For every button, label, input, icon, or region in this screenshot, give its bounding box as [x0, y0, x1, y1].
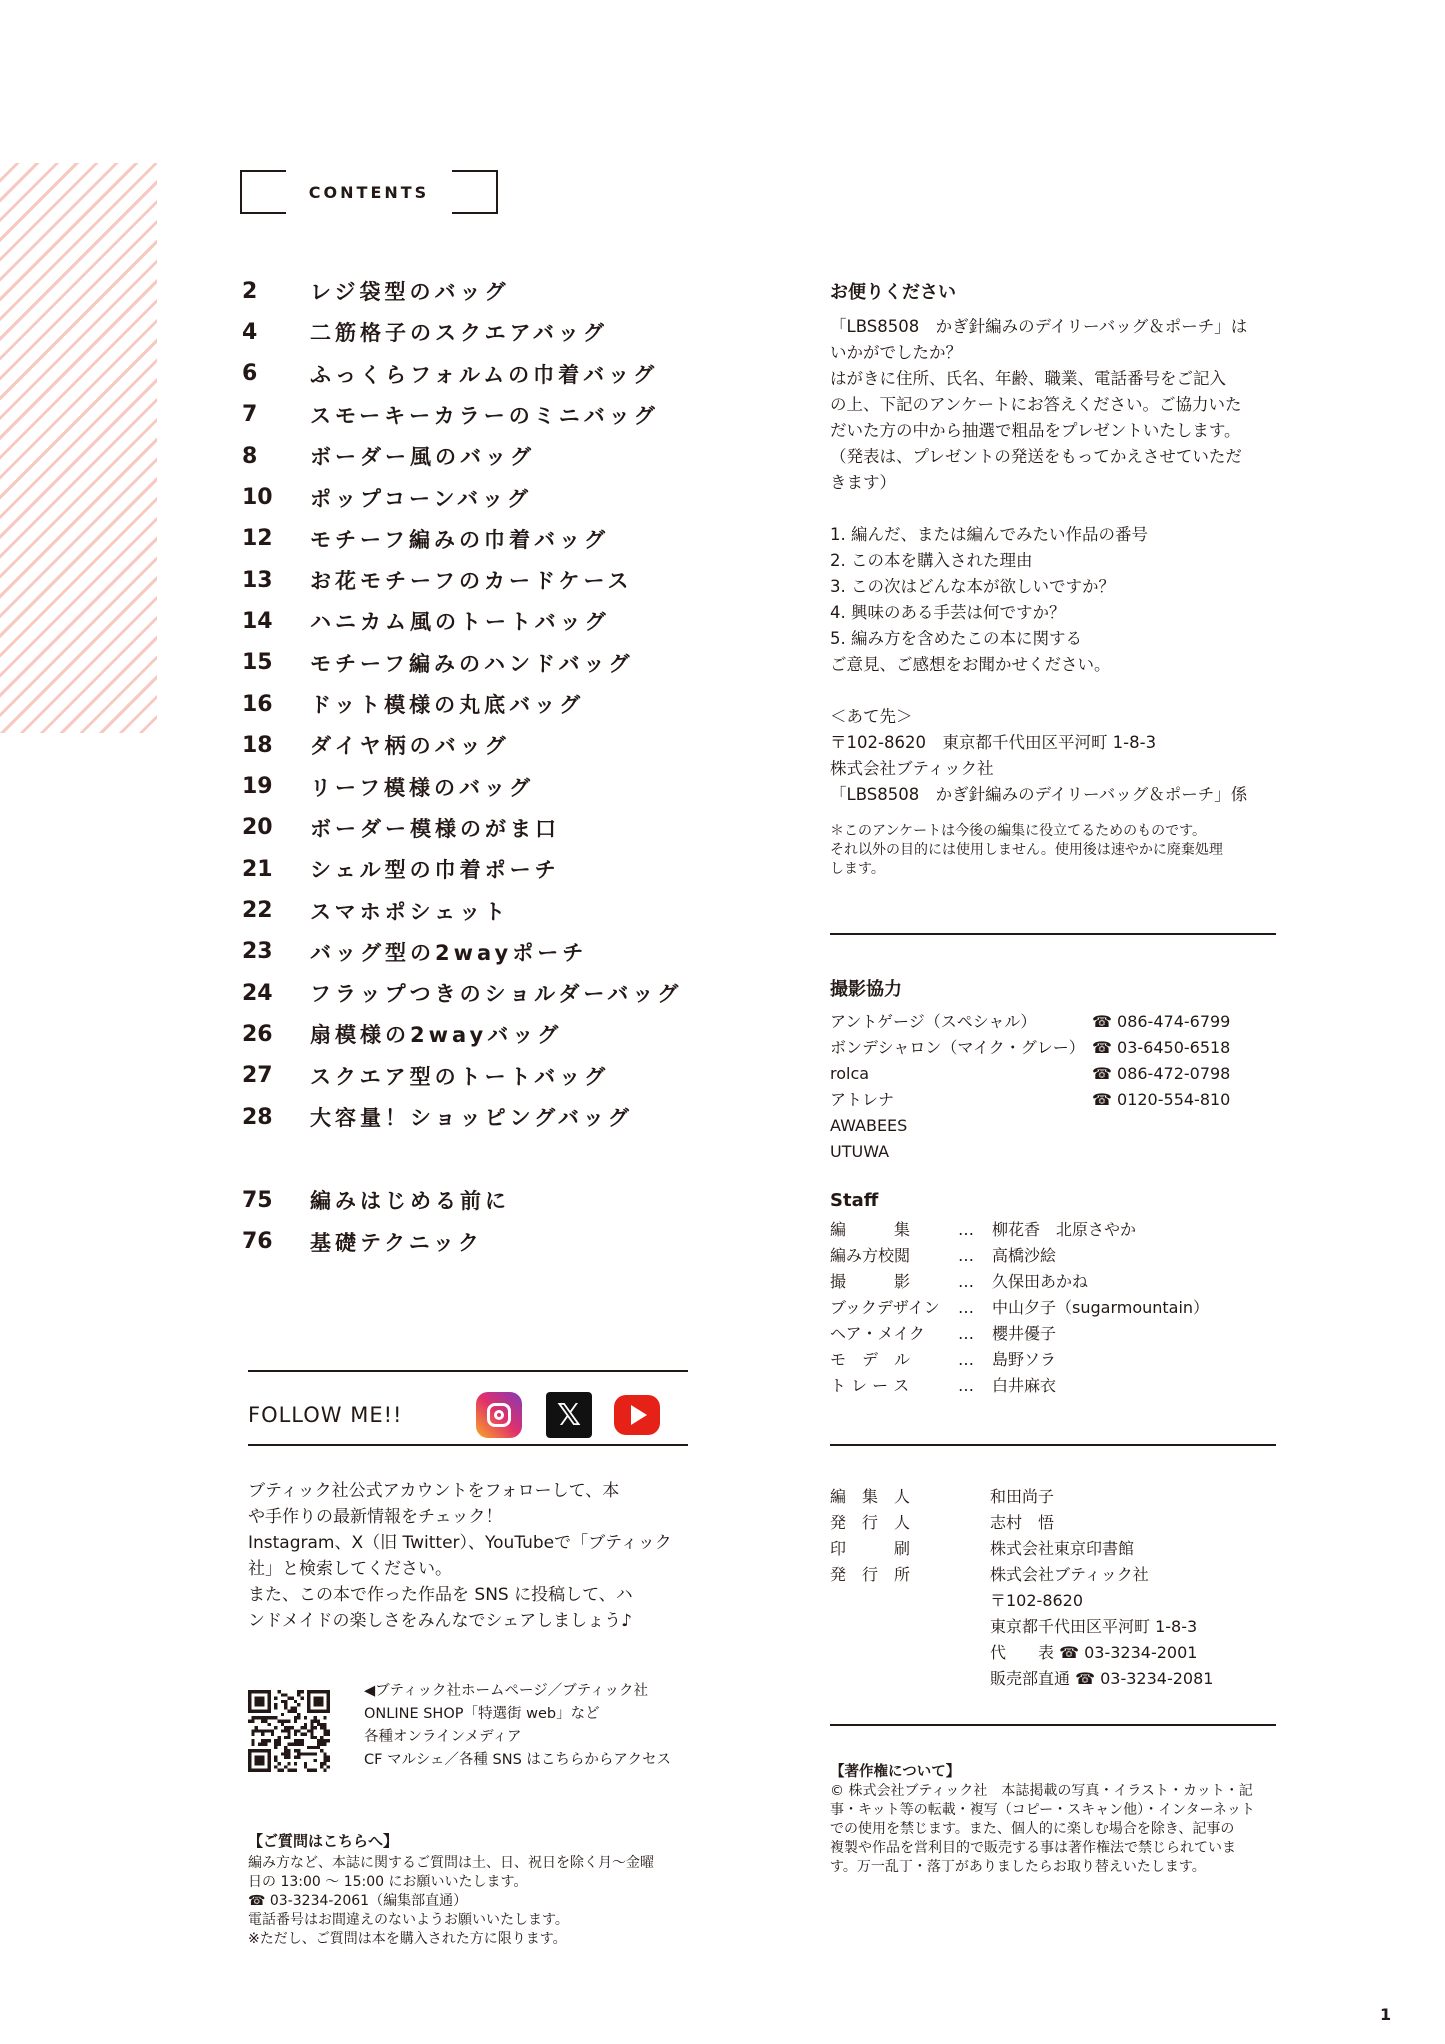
toc-entry[interactable] — [242, 689, 584, 719]
staff-list — [830, 1217, 1290, 1399]
toc-page-number: 12 — [242, 526, 273, 552]
staff-row — [830, 1321, 1290, 1347]
copyright-title: 【著作権について】 — [830, 1764, 961, 1780]
publisher-value: 販売部直通 ☎ 03-3234-2081 — [990, 1669, 1214, 1688]
address-line: ＜あて先＞ — [830, 707, 913, 726]
page-number: 1 — [1380, 2005, 1392, 2024]
publisher-role: 発 行 所 — [830, 1565, 911, 1584]
qr-info-line: 各種オンラインメディア — [364, 1729, 522, 1745]
staff-name: 白井麻衣 — [992, 1376, 1057, 1395]
copyright-line: での使用を禁じます。また、個人的に楽しむ場合を除き、記事の — [830, 1821, 1235, 1837]
question-item: ご意見、ご感想をお聞かせください。 — [830, 655, 1111, 674]
letter-body — [830, 314, 1290, 496]
staff-row — [830, 1269, 1290, 1295]
company-name: UTUWA — [830, 1142, 890, 1161]
toc-entry[interactable] — [242, 730, 510, 760]
staff-dots: … — [958, 1376, 974, 1395]
toc-title: 二筋格子のスクエアバッグ — [310, 321, 608, 346]
note-line: それ以外の目的には使用しません。使用後は速やかに廃棄処理 — [830, 842, 1223, 858]
letter-title: お便りください — [830, 282, 956, 303]
toc-title: ボーダー模様のがま口 — [310, 816, 560, 841]
question-item: 3. この次はどんな本が欲しいですか？ — [830, 577, 1115, 596]
company-name: rolca — [830, 1064, 870, 1083]
staff-role: ヘア・メイク — [830, 1324, 925, 1343]
staff-dots: … — [958, 1220, 974, 1239]
publisher-row — [830, 1666, 1290, 1692]
toc-entry[interactable] — [242, 772, 534, 802]
inquiry-line: ☎ 03-3234-2061（編集部直通） — [248, 1893, 468, 1909]
publisher-role: 発 行 人 — [830, 1513, 911, 1532]
question-item: 4. 興味のある手芸は何ですか？ — [830, 603, 1066, 622]
toc-title: スモーキーカラーのミニバッグ — [310, 403, 659, 428]
publisher-role — [830, 1614, 990, 1640]
toc-page-number: 20 — [242, 815, 273, 841]
toc-title: 基礎テクニック — [310, 1230, 483, 1255]
phone-number: ☎ 086-474-6799 — [1092, 1012, 1231, 1031]
photo-credit-list — [830, 1009, 1290, 1165]
publisher-row — [830, 1536, 1290, 1562]
address-line: 株式会社ブティック社 — [830, 759, 994, 778]
toc-entry[interactable] — [242, 441, 535, 471]
toc-title: フラップつきのショルダーバッグ — [310, 982, 683, 1007]
company-name: アトレナ — [830, 1090, 895, 1109]
copyright-line: す。万一乱丁・落丁がありましたらお取り替えいたします。 — [830, 1859, 1206, 1875]
toc-title: ボーダー風のバッグ — [310, 445, 535, 470]
toc-page-number: 24 — [242, 980, 273, 1006]
toc-page-number: 4 — [242, 319, 258, 345]
publisher-value: 〒102-8620 — [990, 1591, 1084, 1610]
qr-info-line: ONLINE SHOP「特選街 web」など — [364, 1706, 600, 1722]
publisher-row — [830, 1510, 1290, 1536]
toc-page-number: 21 — [242, 856, 273, 882]
toc-page-number: 6 — [242, 361, 258, 387]
letter-section — [830, 278, 1290, 879]
x-glyph: 𝕏 — [556, 1397, 582, 1433]
staff-name: 高橋沙絵 — [992, 1246, 1057, 1265]
toc-entry[interactable] — [242, 1227, 483, 1257]
diagonal-stripe-decoration — [0, 163, 157, 733]
toc-title: レジ袋型のバッグ — [310, 280, 510, 304]
copyright-line: 複製や作品を営利目的で販売する事は著作権法で禁じられていま — [830, 1840, 1236, 1856]
x-icon[interactable] — [546, 1392, 592, 1438]
toc-title: 編みはじめる前に — [310, 1189, 510, 1214]
qr-info-line: CF マルシェ／各種 SNS はこちらからアクセス — [364, 1752, 671, 1768]
toc-entry[interactable] — [242, 565, 632, 595]
photo-credit-row — [830, 1113, 1290, 1139]
company-name: アントゲージ（スペシャル） — [830, 1012, 1037, 1031]
toc-title: 大容量！ショッピングバッグ — [310, 1106, 633, 1130]
toc-title: ハニカム風のトートバッグ — [310, 610, 610, 635]
inquiry-line: 電話番号はお間違えのないようお願いいたします。 — [248, 1912, 569, 1928]
photo-credit-row — [830, 1087, 1290, 1113]
toc-page-number: 27 — [242, 1063, 273, 1089]
contents-label: CONTENTS — [308, 183, 430, 202]
staff-role: ト レ ー ス — [830, 1376, 910, 1395]
letter-line: だいた方の中から抽選で粗品をプレゼントいたします。 — [830, 421, 1241, 440]
youtube-icon[interactable] — [614, 1392, 660, 1438]
divider — [248, 1444, 688, 1446]
toc-entry[interactable] — [242, 1185, 510, 1215]
toc-page-number: 18 — [242, 732, 273, 758]
toc-page-number: 75 — [242, 1187, 273, 1213]
publisher-value: 東京都千代田区平河町 1-8-3 — [990, 1617, 1198, 1636]
toc-entry[interactable] — [242, 1061, 609, 1091]
toc-title: ポップコーンバッグ — [310, 486, 533, 511]
letter-line: はがきに住所、氏名、年齢、職業、電話番号をご記入 — [830, 369, 1226, 388]
company-name: AWABEES — [830, 1116, 908, 1135]
toc-entry[interactable] — [242, 813, 560, 843]
toc-entry[interactable] — [242, 648, 634, 678]
publisher-row — [830, 1562, 1290, 1588]
staff-role: 撮 影 — [830, 1272, 911, 1291]
publisher-value: 志村 悟 — [990, 1513, 1055, 1532]
photo-credit-title: 撮影協力 — [830, 979, 902, 1000]
toc-entry[interactable] — [242, 978, 682, 1008]
copyright-text — [830, 1782, 1290, 1877]
note-line: ＊このアンケートは今後の編集に役立てるためのものです。 — [830, 823, 1207, 839]
toc-page-number: 15 — [242, 650, 273, 676]
question-item: 2. この本を購入された理由 — [830, 551, 1033, 570]
staff-dots: … — [958, 1350, 974, 1369]
phone-number: ☎ 086-472-0798 — [1092, 1064, 1231, 1083]
toc-title: スマホポシェット — [310, 899, 510, 924]
inquiry-section — [248, 1830, 708, 1949]
divider — [248, 1370, 688, 1372]
inquiry-title: 【ご質問はこちらへ】 — [248, 1832, 399, 1850]
contents-heading — [240, 170, 498, 212]
publisher-row — [830, 1640, 1290, 1666]
toc-title: ふっくらフォルムの巾着バッグ — [310, 362, 659, 387]
inquiry-text — [248, 1854, 708, 1949]
copyright-section — [830, 1762, 1290, 1877]
copyright-line: © 株式会社ブティック社 本誌掲載の写真・イラスト・カット・記 — [830, 1783, 1253, 1799]
toc-entry[interactable] — [242, 606, 610, 636]
letter-line: 「LBS8508 かぎ針編みのデイリーバッグ＆ポーチ」は — [830, 317, 1248, 336]
staff-dots: … — [958, 1272, 974, 1291]
photo-credit-row — [830, 1139, 1290, 1165]
question-item: 1. 編んだ、または編んでみたい作品の番号 — [830, 525, 1148, 544]
qr-code[interactable] — [248, 1690, 330, 1772]
letter-line: （発表は、プレゼントの発送をもってかえさせていただ — [830, 447, 1242, 466]
publisher-value: 株式会社東京印書館 — [990, 1539, 1135, 1558]
staff-dots: … — [958, 1298, 974, 1317]
photo-credit-row — [830, 1009, 1290, 1035]
inquiry-line: 日の 13:00 〜 15:00 にお願いいたします。 — [248, 1874, 528, 1890]
toc-title: スクエア型のトートバッグ — [310, 1064, 610, 1089]
publisher-role — [830, 1640, 990, 1666]
staff-row — [830, 1347, 1290, 1373]
staff-role: モ デ ル — [830, 1350, 911, 1369]
staff-row — [830, 1295, 1290, 1321]
toc-entry[interactable] — [242, 854, 560, 884]
toc-page-number: 13 — [242, 567, 273, 593]
toc-entry[interactable] — [242, 400, 659, 430]
toc-page-number: 10 — [242, 485, 273, 510]
toc-page-number: 76 — [242, 1229, 273, 1255]
photo-credit-row — [830, 1061, 1290, 1087]
toc-title: バッグ型の2wayポーチ — [310, 940, 588, 965]
publisher-role: 編 集 人 — [830, 1487, 911, 1506]
toc-page-number: 28 — [242, 1104, 273, 1130]
toc-entry[interactable] — [242, 1102, 633, 1132]
toc-page-number: 23 — [242, 939, 273, 965]
toc-title: シェル型の巾着ポーチ — [310, 858, 560, 883]
letter-line: の上、下記のアンケートにお答えください。ご協力いた — [830, 395, 1242, 414]
qr-description — [364, 1680, 671, 1772]
staff-title: Staff — [830, 1190, 879, 1211]
publisher-value: 代 表 ☎ 03-3234-2001 — [990, 1643, 1198, 1662]
publisher-value: 和田尚子 — [990, 1487, 1055, 1506]
staff-role: ブックデザイン — [830, 1298, 940, 1317]
staff-name: 久保田あかね — [992, 1272, 1089, 1291]
staff-role: 編 集 — [830, 1220, 911, 1239]
toc-page-number: 16 — [242, 691, 273, 717]
publisher-role — [830, 1666, 990, 1692]
toc-title: ドット模様の丸底バッグ — [310, 693, 585, 717]
staff-section — [830, 1190, 1290, 1399]
address-line: 〒102-8620 東京都千代田区平河町 1-8-3 — [830, 733, 1157, 752]
follow-line: また、この本で作った作品を SNS に投稿して、ハ — [248, 1585, 633, 1605]
toc-page-number: 26 — [242, 1021, 273, 1047]
inquiry-line: 編み方など、本誌に関するご質問は土、日、祝日を除く月〜金曜 — [248, 1855, 654, 1871]
toc-title: モチーフ編みの巾着バッグ — [310, 527, 609, 552]
staff-name: 柳花香 北原さやか — [992, 1220, 1137, 1239]
follow-me-label: FOLLOW ME!! — [248, 1403, 403, 1427]
toc-title: 扇模様の2wayバッグ — [310, 1023, 563, 1048]
follow-line: ンドメイドの楽しさをみんなでシェアしましょう♪ — [248, 1611, 632, 1631]
divider — [830, 1724, 1276, 1726]
toc-title: お花モチーフのカードケース — [310, 569, 633, 594]
toc-page-number: 22 — [242, 898, 273, 923]
letter-line: いかがでしたか？ — [830, 343, 962, 362]
publisher-section — [830, 1484, 1290, 1692]
follow-line: や手作りの最新情報をチェック！ — [248, 1507, 503, 1527]
photo-credit-row — [830, 1035, 1290, 1061]
toc-page-number: 14 — [242, 608, 273, 634]
instagram-icon[interactable] — [476, 1392, 522, 1438]
toc-entry[interactable] — [242, 359, 658, 389]
divider — [830, 933, 1276, 935]
toc-page-number: 7 — [242, 402, 258, 428]
toc-entry[interactable] — [242, 483, 532, 513]
publisher-list — [830, 1484, 1290, 1692]
toc-entry[interactable] — [242, 524, 609, 554]
toc-title: モチーフ編みのハンドバッグ — [310, 651, 634, 676]
copyright-line: 事・キット等の転載・複写（コピー・スキャン他）・インターネット — [830, 1802, 1255, 1818]
follow-description — [248, 1478, 698, 1634]
divider — [830, 1444, 1276, 1446]
toc-title: リーフ模様のバッグ — [310, 775, 534, 800]
toc-page-number: 8 — [242, 443, 258, 469]
toc-entry[interactable] — [242, 276, 509, 306]
staff-name: 島野ソラ — [992, 1350, 1057, 1369]
inquiry-line: ※ただし、ご質問は本を購入された方に限ります。 — [248, 1931, 567, 1947]
staff-name: 中山夕子（sugarmountain） — [992, 1298, 1210, 1317]
staff-name: 櫻井優子 — [992, 1324, 1057, 1343]
publisher-role: 印 刷 — [830, 1539, 911, 1558]
publisher-role — [830, 1588, 990, 1614]
follow-line: Instagram、X（旧 Twitter）、YouTubeで「ブティック — [248, 1533, 672, 1553]
survey-questions — [830, 522, 1290, 678]
qr-info-line: ◀ブティック社ホームページ／ブティック社 — [364, 1683, 649, 1699]
staff-row — [830, 1373, 1290, 1399]
follow-line: ブティック社公式アカウントをフォローして、本 — [248, 1481, 620, 1501]
staff-dots: … — [958, 1246, 974, 1265]
company-name: ボンデシャロン（マイク・グレー） — [830, 1038, 1085, 1057]
toc-title: ダイヤ柄のバッグ — [310, 734, 510, 759]
photo-credit-section — [830, 975, 1290, 1165]
staff-row — [830, 1243, 1290, 1269]
publisher-row — [830, 1484, 1290, 1510]
phone-number: ☎ 0120-554-810 — [1092, 1090, 1231, 1109]
follow-line: 社」と検索してください。 — [248, 1559, 452, 1579]
toc-page-number: 2 — [242, 278, 258, 304]
publisher-value: 株式会社ブティック社 — [990, 1565, 1149, 1584]
publisher-row — [830, 1614, 1290, 1640]
address-line: 「LBS8508 かぎ針編みのデイリーバッグ＆ポーチ」係 — [830, 785, 1248, 804]
note-line: します。 — [830, 861, 885, 877]
toc-entry[interactable] — [242, 937, 587, 967]
staff-row — [830, 1217, 1290, 1243]
publisher-row — [830, 1588, 1290, 1614]
letter-line: きます） — [830, 473, 896, 492]
question-item: 5. 編み方を含めたこの本に関する — [830, 629, 1082, 648]
mailing-address — [830, 704, 1290, 808]
toc-entry[interactable] — [242, 1019, 562, 1049]
phone-number: ☎ 03-6450-6518 — [1092, 1038, 1231, 1057]
survey-note — [830, 822, 1290, 879]
toc-page-number: 19 — [242, 774, 273, 800]
toc-entry[interactable] — [242, 896, 509, 926]
toc-entry[interactable] — [242, 317, 608, 347]
staff-role: 編み方校閲 — [830, 1246, 911, 1265]
staff-dots: … — [958, 1324, 974, 1343]
